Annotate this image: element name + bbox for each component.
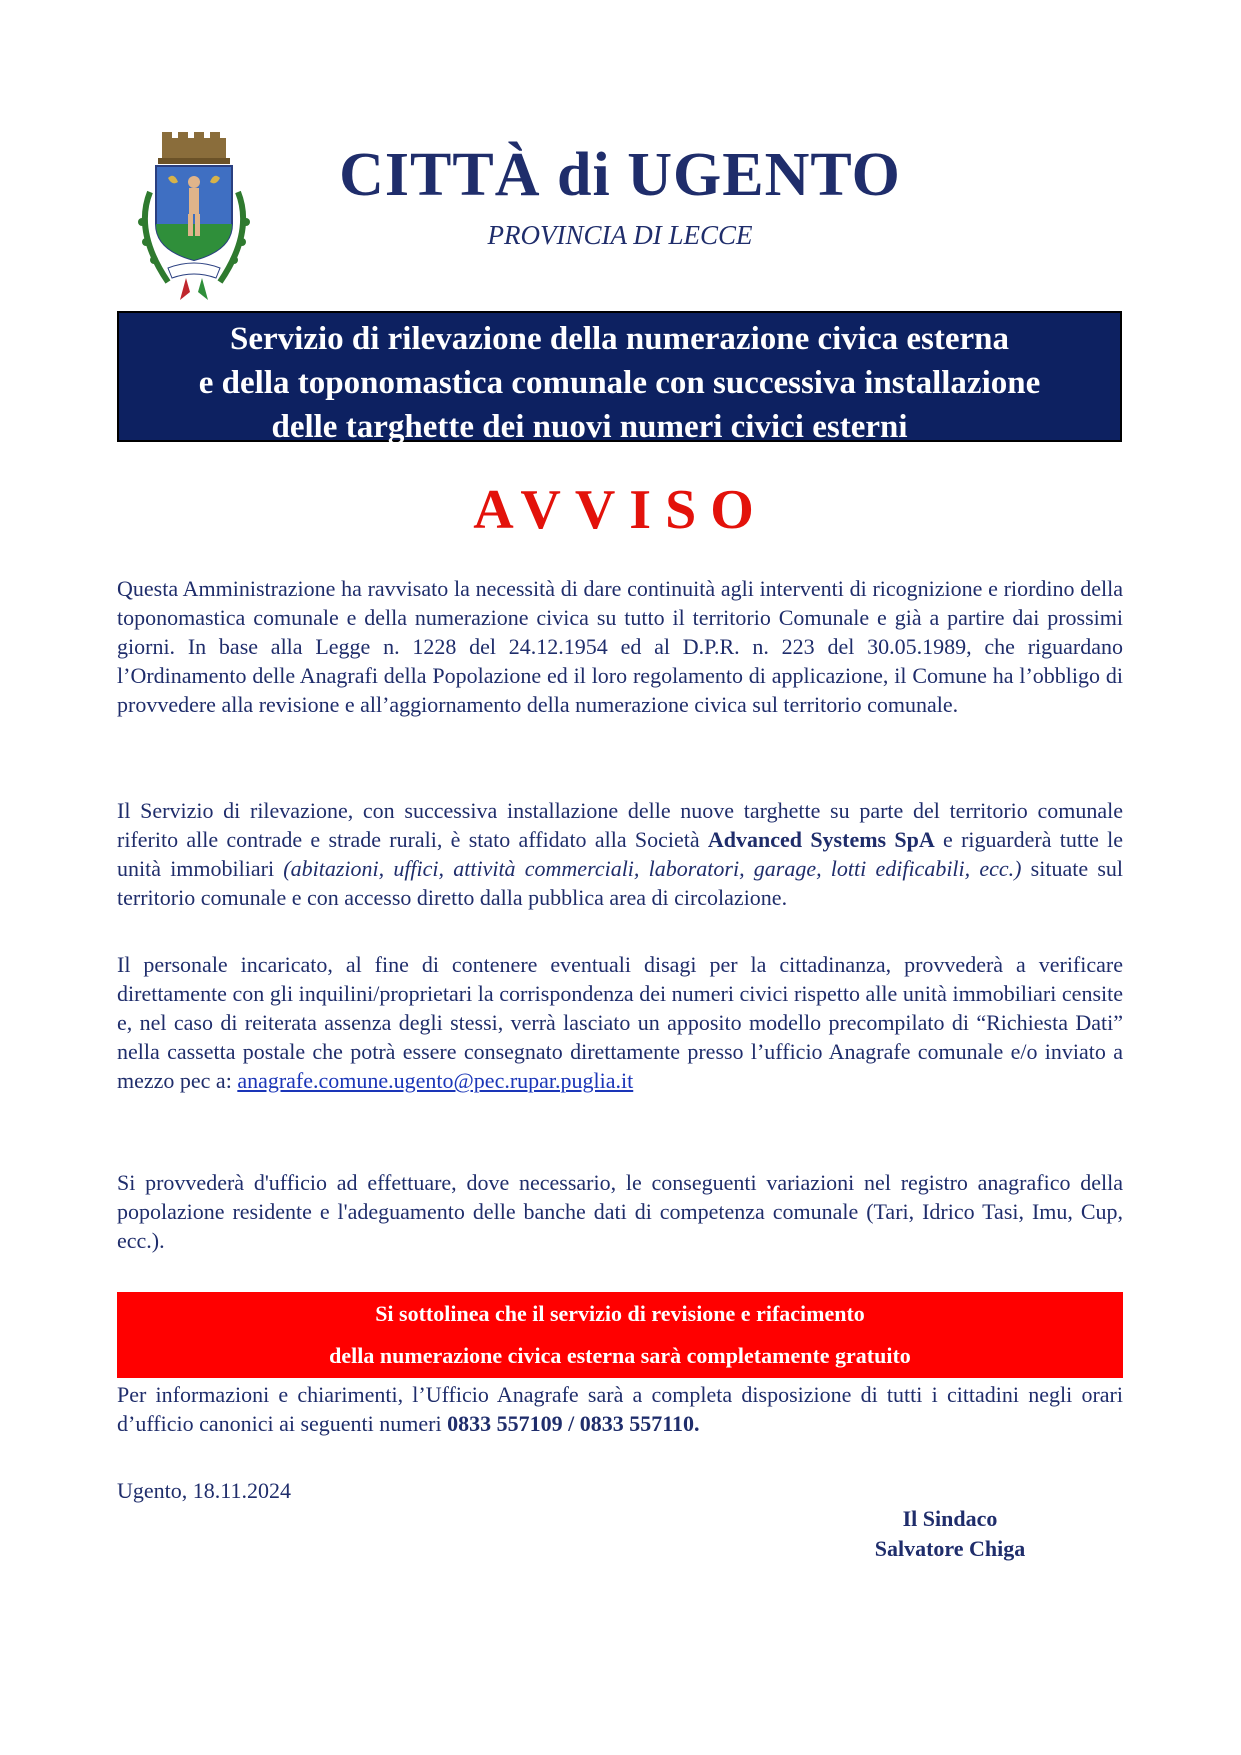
paragraph-service [117,796,1123,912]
paragraph-staff-text: Il personale incaricato, al fine di contenere eventuali disagi per la cittadinanza, provvederà a verificare direttamente con gli inquilini/proprietari la corrispondenza dei numeri civici rispetto alle unità immobiliari censite e, nel caso di reiterata assenza degli stessi, verrà lasciato un apposito modello precompilato di “Richiesta Dati” nella cassetta postale che potrà essere consegnato direttamente presso l’ufficio Anagrafe comunale e/o inviato a mezzo pec a: [117,952,1123,1093]
pec-email-link[interactable]: anagrafe.comune.ugento@pec.rupar.puglia.it [237,1068,634,1093]
notice-line-1: Si sottolinea che il servizio di revisione e rifacimento [375,1301,865,1326]
province-subtitle: PROVINCIA DI LECCE [487,220,753,250]
city-title: CITTÀ di UGENTO [339,141,901,209]
phone-numbers: 0833 557109 / 0833 557110. [447,1411,700,1436]
banner-line-2: e della toponomastica comunale con successiva installazione [198,365,1041,401]
signature-name: Salvatore Chiga [874,1536,1026,1561]
free-service-notice [117,1292,1123,1378]
banner-line-1: Servizio di rilevazione della numerazione civica esterna [230,321,1009,357]
company-name: Advanced Systems SpA [707,827,935,852]
banner-line-3: delle targhette dei nuovi numeri civici esterni [271,409,908,445]
notice-title: AVVISO [473,479,768,541]
paragraph-service-text-b: e riguarderà tutte le unità immobiliari [117,827,1123,881]
place-date: Ugento, 18.11.2024 [117,1478,291,1503]
signature-role: Il Sindaco [902,1506,998,1531]
paragraph-updates: Si provvederà d'ufficio ad effettuare, dove necessario, le conseguenti variazioni nel registro anagrafico della popolazione residente e l'adeguamento delle banche dati di competenza comunale (Tari, Idrico Tasi, Imu, Cup, ecc.). [117,1170,1123,1253]
coat-of-arms-icon [128,132,260,302]
property-types: (abitazioni, uffici, attività commerciali, laboratori, garage, lotti edificabili, ecc.) [283,856,1022,881]
paragraph-contacts [117,1380,1123,1438]
signature-block [800,1504,1100,1564]
service-banner [117,311,1122,445]
notice-line-2: della numerazione civica esterna sarà completamente gratuito [329,1343,911,1368]
paragraph-staff [117,950,1123,1095]
paragraph-contacts-text: Per informazioni e chiarimenti, l’Ufficio Anagrafe sarà a completa disposizione di tutti i cittadini negli orari d’ufficio canonici ai seguenti numeri [117,1382,1123,1436]
paragraph-intro: Questa Amministrazione ha ravvisato la necessità di dare continuità agli interventi di ricognizione e riordino della toponomastica comunale e della numerazione civica su tutto il territorio Comunale e già a partire dai prossimi giorni. In base alla Legge n. 1228 del 24.12.1954 ed al D.P.R. n. 223 del 30.05.1989, che riguardano l’Ordinamento delle Anagrafi della Popolazione ed il loro regolamento di applicazione, il Comune ha l’obbligo di provvedere alla revisione e all’aggiornamento della numerazione civica sul territorio comunale. [117,576,1123,717]
paragraph-service-text-a: Il Servizio di rilevazione, con successiva installazione delle nuove targhette su parte del territorio comunale riferito alle contrade e strade rurali, è stato affidato alla Società [117,798,1123,852]
paragraph-service-text-c: situate sul territorio comunale e con accesso diretto dalla pubblica area di circolazione. [117,856,1123,910]
